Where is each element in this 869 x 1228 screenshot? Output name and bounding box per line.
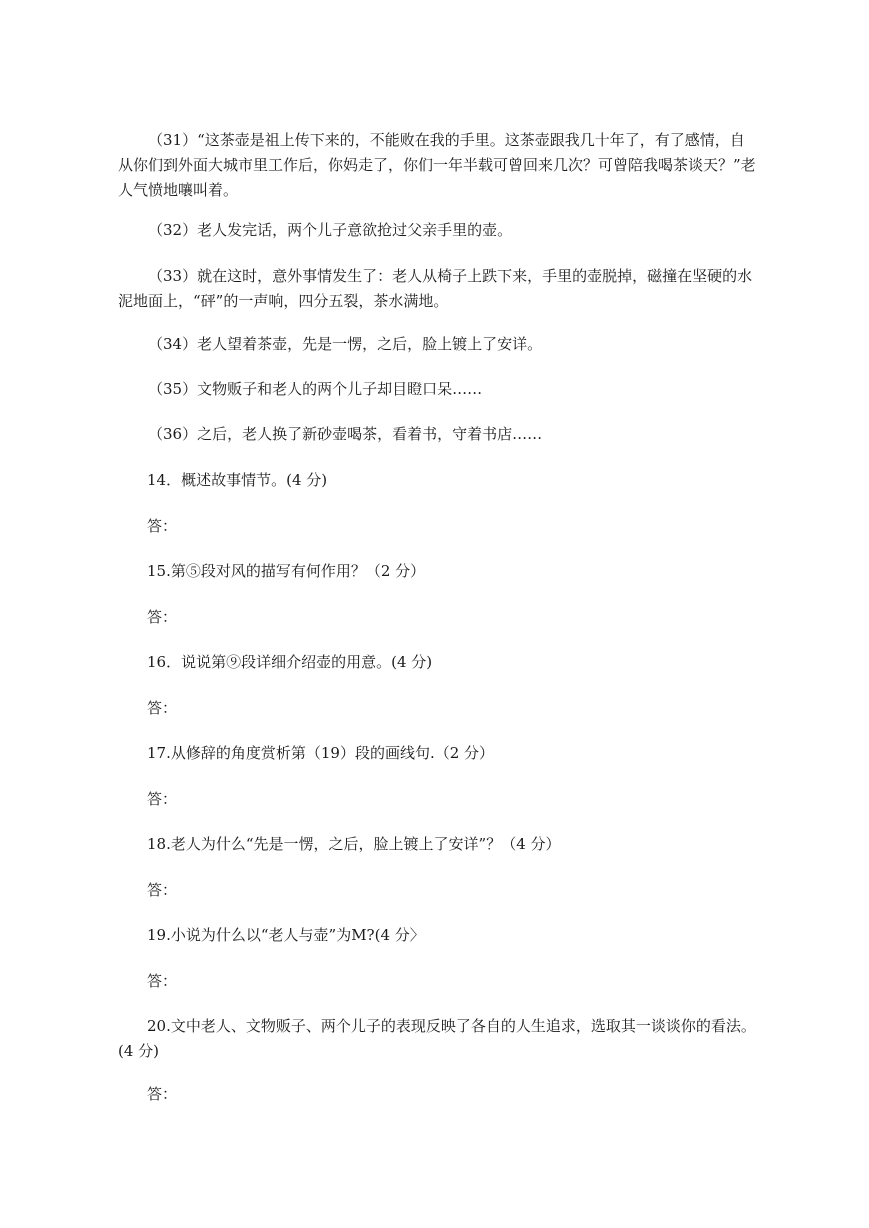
question-19: 19.小说为什么以“老人与壶”为M?(4 分〉	[147, 926, 425, 944]
answer-label-19: 答：	[147, 972, 178, 990]
answer-label-15: 答：	[147, 608, 178, 626]
passage-paragraph-31: （31）“这茶壶是祖上传下来的，不能败在我的手里。这茶壶跟我几十年了，有了感情，自从你们到外面大城市里工作后，你妈走了，你们一年半载可曾回来几次？可曾陪我喝茶谈天？”老人气愤地嚷叫着。	[118, 131, 756, 199]
question-17: 17.从修辞的角度赏析第（19）段的画线句.（2 分）	[147, 744, 495, 762]
answer-label-18: 答：	[147, 881, 178, 899]
passage-paragraph-36: （36）之后，老人换了新砂壶喝茶，看着书，守着书店……	[148, 425, 543, 443]
answer-label-16: 答：	[147, 699, 178, 717]
question-16: 16．说说第⑨段详细介绍壶的用意。(4 分)	[147, 653, 433, 671]
question-15: 15.第⑤段对风的描写有何作用？（2 分）	[147, 562, 426, 580]
passage-paragraph-34: （34）老人望着茶壶，先是一愣，之后，脸上镀上了安详。	[148, 335, 543, 353]
passage-paragraph-35: （35）文物贩子和老人的两个儿子却目瞪口呆……	[148, 380, 483, 398]
answer-label-14: 答：	[147, 517, 178, 535]
question-18: 18.老人为什么“先是一愣，之后，脸上镀上了安详”？（4 分）	[147, 835, 561, 853]
question-14: 14．概述故事情节。(4 分)	[147, 471, 328, 489]
answer-label-17: 答：	[147, 790, 178, 808]
passage-paragraph-33: （33）就在这时，意外事情发生了：老人从椅子上跌下来，手里的壶脱掉，磁撞在坚硬的水泥地面上，“砰”的一声响，四分五裂，茶水满地。	[118, 267, 753, 310]
passage-paragraph-32: （32）老人发完话，两个儿子意欲抢过父亲手里的壶。	[148, 221, 513, 239]
question-20: 20.文中老人、文物贩子、两个儿子的表现反映了各自的人生追求，选取其一谈谈你的看法。(4 分)	[118, 1017, 756, 1060]
answer-label-20: 答：	[147, 1085, 178, 1103]
